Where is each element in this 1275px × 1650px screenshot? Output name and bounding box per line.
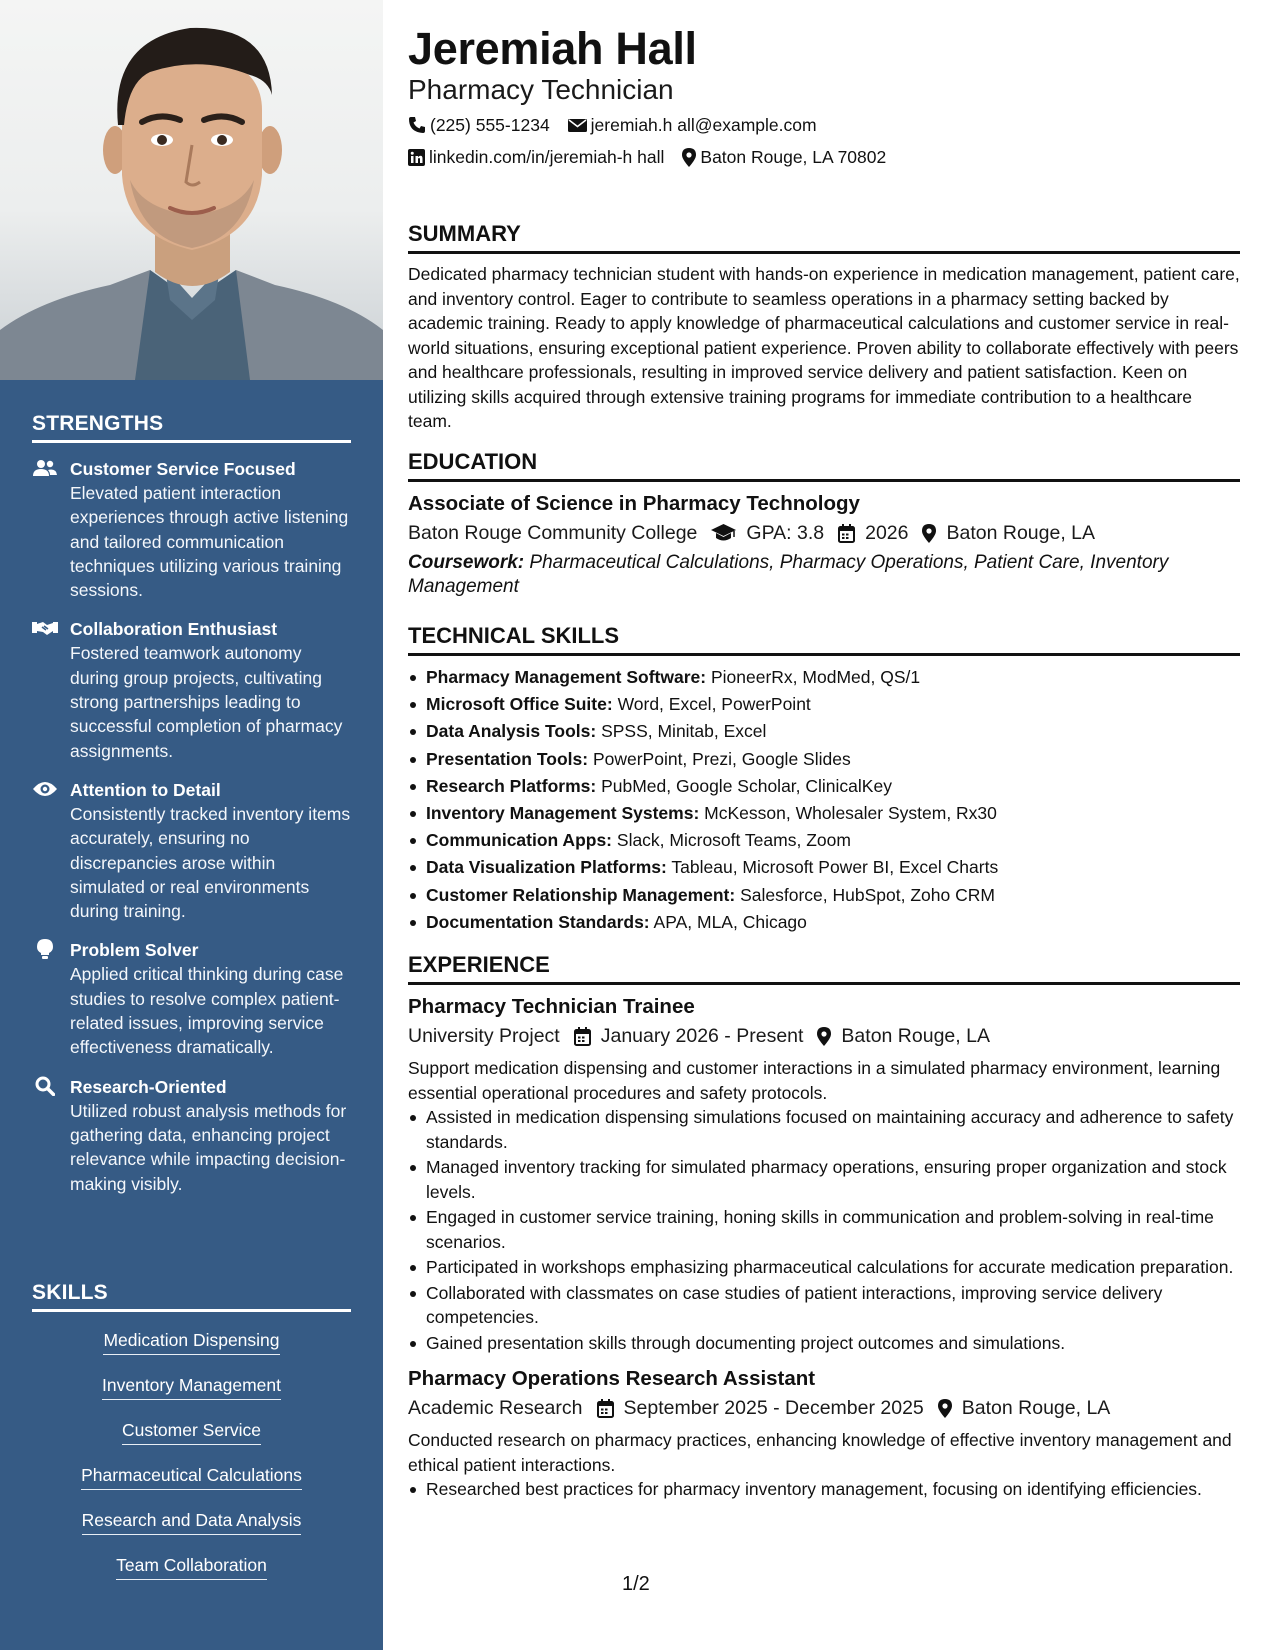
linkedin-icon <box>408 149 425 166</box>
job-summary: Support medication dispensing and customer interactions in a simulated pharmacy environment, learning essential operational procedures and safety protocols. <box>408 1058 1221 1103</box>
job-dates: January 2026 - Present <box>574 1022 804 1050</box>
strength-title: Research-Oriented <box>70 1076 227 1097</box>
calendar-icon <box>597 1399 614 1418</box>
list-item: Managed inventory tracking for simulated pharmacy operations, ensuring proper organization and stock levels. <box>408 1155 1240 1204</box>
education-meta <box>408 519 1240 547</box>
summary-section <box>408 220 1240 434</box>
strengths-section <box>32 412 351 1211</box>
strength-description: Utilized robust analysis methods for gathering data, enhancing project relevance while impacting decision-making visibly. <box>70 1100 347 1194</box>
contact-row-2 <box>408 145 904 169</box>
lightbulb-icon <box>32 939 58 959</box>
summary-heading: SUMMARY <box>408 220 1240 254</box>
list-item: Data Visualization Platforms: Tableau, Microsoft Power BI, Excel Charts <box>408 854 1240 881</box>
list-item: Collaborated with classmates on case studies of patient interactions, improving service delivery competencies. <box>408 1281 1240 1330</box>
map-pin-icon <box>922 524 936 543</box>
job-title: Pharmacy Technician Trainee <box>408 995 695 1018</box>
skill-tag: Customer Service <box>122 1418 261 1445</box>
list-item: Microsoft Office Suite: Word, Excel, PowerPoint <box>408 691 1240 718</box>
job-headline: Pharmacy Technician <box>408 74 674 105</box>
strength-item <box>32 778 351 923</box>
strength-title: Collaboration Enthusiast <box>70 619 278 640</box>
education-heading: EDUCATION <box>408 448 1240 482</box>
handshake-icon <box>32 618 58 638</box>
page-number: 1/2 <box>622 1573 650 1595</box>
location-contact <box>682 145 886 169</box>
job-dates: September 2025 - December 2025 <box>597 1394 924 1422</box>
map-pin-icon <box>682 148 696 167</box>
education-location: Baton Rouge, LA <box>922 519 1095 547</box>
coursework-list: Pharmaceutical Calculations, Pharmacy Operations, Patient Care, Inventory Management <box>408 552 1169 597</box>
job-meta <box>408 1022 1240 1050</box>
skills-heading: SKILLS <box>32 1281 351 1312</box>
strength-item <box>32 938 351 1059</box>
users-icon <box>32 458 58 478</box>
list-item: Assisted in medication dispensing simulations focused on maintaining accuracy and adherence to safety standards. <box>408 1105 1240 1154</box>
job-bullets <box>408 1105 1240 1355</box>
list-item: Researched best practices for pharmacy inventory management, focusing on identifying efficiencies. <box>408 1477 1240 1502</box>
job-summary: Conducted research on pharmacy practices, enhancing knowledge of effective inventory management and ethical patient interactions. <box>408 1430 1232 1475</box>
experience-section <box>408 951 1240 1503</box>
list-item: Pharmacy Management Software: PioneerRx, ModMed, QS/1 <box>408 664 1240 691</box>
job-organization: University Project <box>408 1025 560 1047</box>
year-item: 2026 <box>838 519 908 547</box>
search-icon <box>32 1076 58 1096</box>
technical-skills-heading: TECHNICAL SKILLS <box>408 622 1240 656</box>
phone-contact <box>408 113 550 137</box>
graduation-cap-icon <box>711 524 736 542</box>
list-item: Gained presentation skills through documenting project outcomes and simulations. <box>408 1331 1240 1356</box>
strength-item <box>32 617 351 762</box>
skill-tag: Research and Data Analysis <box>82 1508 302 1535</box>
job-entry <box>408 993 1240 1355</box>
skill-tag: Inventory Management <box>102 1373 281 1400</box>
list-item: Inventory Management Systems: McKesson, Wholesaler System, Rx30 <box>408 800 1240 827</box>
job-meta <box>408 1394 1240 1422</box>
phone-icon <box>408 116 426 134</box>
technical-skills-list <box>408 664 1240 936</box>
email-text[interactable]: jeremiah.h all@example.com <box>590 115 817 135</box>
strength-item <box>32 1075 351 1196</box>
map-pin-icon <box>817 1027 831 1046</box>
list-item: Documentation Standards: APA, MLA, Chicago <box>408 909 1240 936</box>
job-bullets <box>408 1477 1240 1502</box>
calendar-icon <box>838 524 855 543</box>
strength-title: Attention to Detail <box>70 779 221 800</box>
list-item: Communication Apps: Slack, Microsoft Teams, Zoom <box>408 827 1240 854</box>
linkedin-contact <box>408 145 664 169</box>
job-location: Baton Rouge, LA <box>817 1022 990 1050</box>
portrait-illustration <box>0 0 383 380</box>
sidebar <box>0 0 383 1650</box>
profile-photo <box>0 0 383 380</box>
linkedin-text[interactable]: linkedin.com/in/jeremiah-h hall <box>429 147 665 167</box>
contact-row-1 <box>408 113 835 137</box>
job-entry <box>408 1365 1240 1502</box>
skills-section <box>32 1281 351 1598</box>
phone-text[interactable]: (225) 555-1234 <box>430 115 550 135</box>
email-contact <box>568 113 817 137</box>
coursework <box>408 551 1240 599</box>
degree-title: Associate of Science in Pharmacy Technology <box>408 492 860 515</box>
school-name: Baton Rouge Community College <box>408 522 698 544</box>
job-title: Pharmacy Operations Research Assistant <box>408 1367 816 1390</box>
strength-title: Customer Service Focused <box>70 459 296 479</box>
strength-description: Applied critical thinking during case studies to resolve complex patient-related issues, improving service effectiveness dramatically. <box>70 964 344 1058</box>
job-organization: Academic Research <box>408 1397 583 1419</box>
map-pin-icon <box>938 1399 952 1418</box>
eye-icon <box>32 779 58 799</box>
strength-description: Elevated patient interaction experiences through active listening and tailored communication techniques utilizing various training sessions. <box>70 483 349 601</box>
candidate-name: Jeremiah Hall <box>408 23 697 74</box>
envelope-icon <box>568 118 587 133</box>
list-item: Engaged in customer service training, honing skills in communication and problem-solving in real-time scenarios. <box>408 1205 1240 1254</box>
strength-item <box>32 457 351 602</box>
gpa-item: GPA: 3.8 <box>711 519 824 547</box>
coursework-label: Coursework: <box>408 552 525 573</box>
job-location: Baton Rouge, LA <box>938 1394 1111 1422</box>
skill-tag: Pharmaceutical Calculations <box>81 1463 302 1490</box>
skills-list <box>32 1326 351 1598</box>
technical-skills-section <box>408 622 1240 936</box>
list-item: Participated in workshops emphasizing pharmaceutical calculations for accurate medication preparation. <box>408 1255 1240 1280</box>
strength-description: Consistently tracked inventory items accurately, ensuring no discrepancies arose within simulated or real environments during training. <box>70 803 351 922</box>
skill-tag: Medication Dispensing <box>103 1328 279 1355</box>
strengths-heading: STRENGTHS <box>32 412 351 443</box>
list-item: Presentation Tools: PowerPoint, Prezi, Google Slides <box>408 746 1240 773</box>
education-section <box>408 448 1240 599</box>
calendar-icon <box>574 1027 591 1046</box>
list-item: Research Platforms: PubMed, Google Scholar, ClinicalKey <box>408 773 1240 800</box>
list-item: Data Analysis Tools: SPSS, Minitab, Excel <box>408 718 1240 745</box>
list-item: Customer Relationship Management: Salesforce, HubSpot, Zoho CRM <box>408 882 1240 909</box>
location-text: Baton Rouge, LA 70802 <box>700 147 887 167</box>
summary-text: Dedicated pharmacy technician student with hands-on experience in medication management, patient care, and inventory control. Eager to contribute to seamless operations in a pharmacy setting backed by academic training. Ready to apply knowledge of pharmaceutical calculations and customer service in real-world situations, ensuring exceptional patient experience. Proven ability to collaborate effectively with peers and healthcare professionals, resulting in improved service delivery and patient satisfaction. Keen on utilizing skills acquired through extensive training programs for immediate contribution to a healthcare team. <box>408 264 1240 431</box>
strength-description: Fostered teamwork autonomy during group projects, cultivating strong partnerships leading to successful completion of pharmacy assignments. <box>70 643 343 761</box>
skill-tag: Team Collaboration <box>116 1553 267 1580</box>
experience-heading: EXPERIENCE <box>408 951 1240 985</box>
strength-title: Problem Solver <box>70 940 199 961</box>
